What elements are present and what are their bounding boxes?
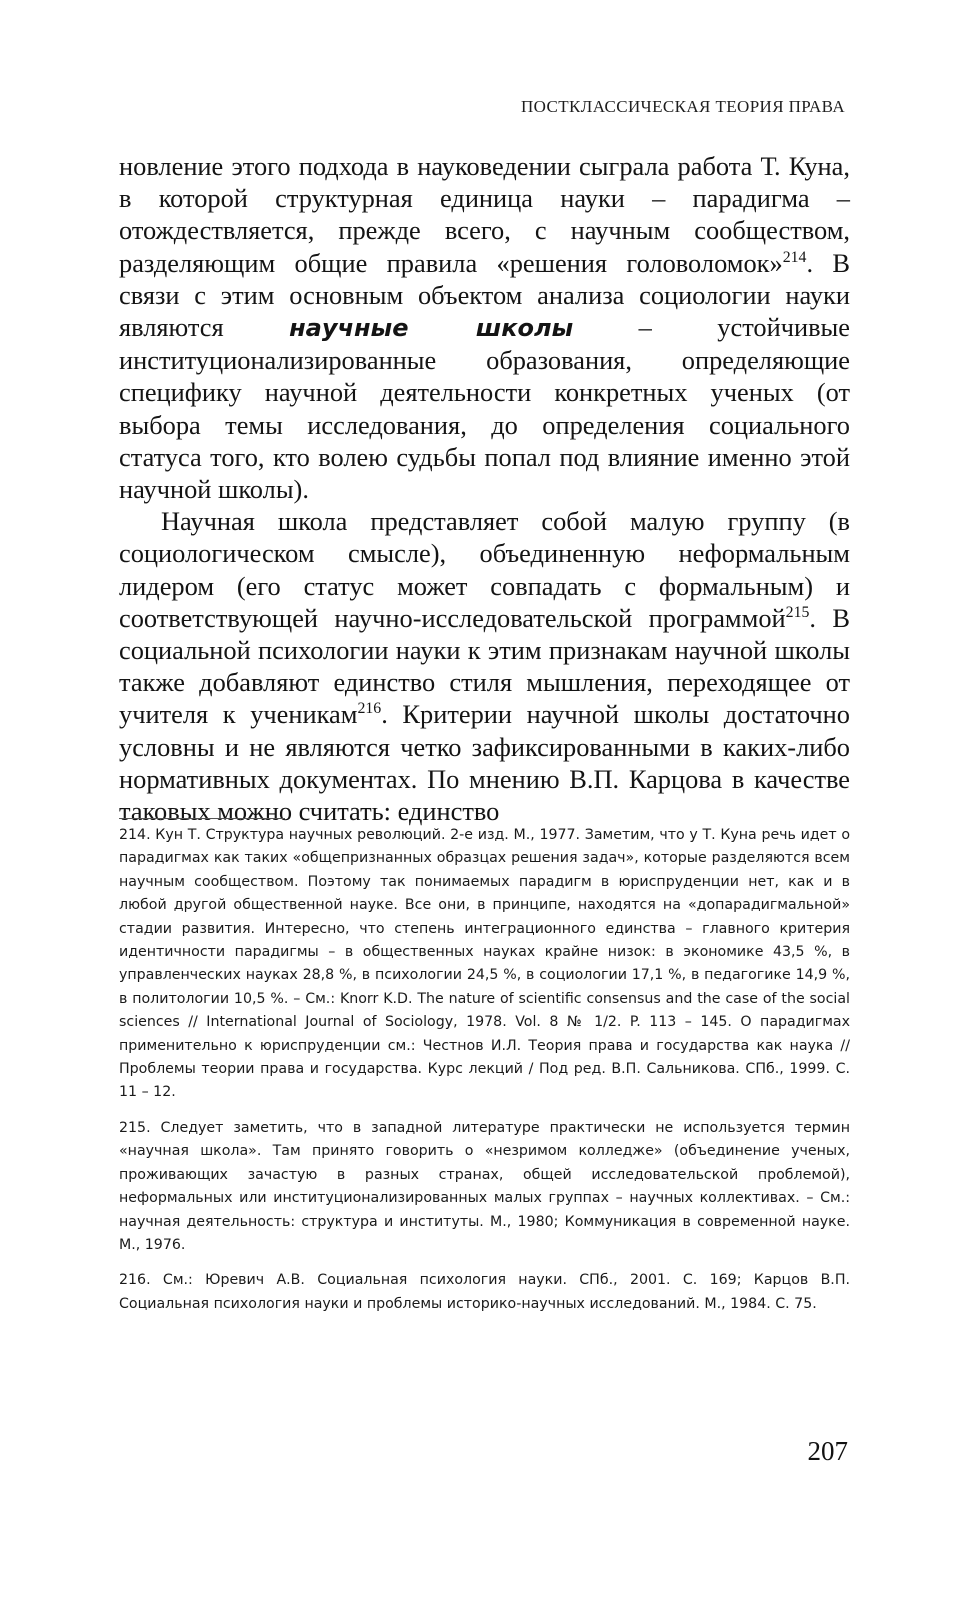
term-scientific-schools: научные школы xyxy=(289,314,574,343)
main-text xyxy=(119,150,850,827)
footnote-216: 216. См.: Юревич А.В. Социальная психология науки. СПб., 2001. С. 169; Карцов В.П. Социальная психология науки и проблемы историко-научных исследований. М., 1984. С. 75. xyxy=(119,1272,850,1312)
paragraph-2-text-a: Научная школа представляет собой малую группу (в социологическом смысле), объединенную неформальным лидером (его статус может совпадать с формальным) и соответствующей научно-исследовательской программой xyxy=(119,506,850,633)
paragraph-2 xyxy=(119,505,850,827)
footnote-214: 214. Кун Т. Структура научных революций. 2-е изд. М., 1977. Заметим, что у Т. Куна речь идет о парадигмах как таких «общепризнанных образцах решения задач», которые разделяются всем научным сообществом. Поэтому так понимаемых парадигм в юриспруденции нет, как и в любой другой общественной науке. Все они, в принципе, находятся на «допарадигмальной» стадии развития. Интересно, что степень интеграционного единства – главного критерия идентичности парадигмы – в общественных науках крайне низок: в экономике 43,5 %, в управленческих науках 28,8 %, в психологии 24,5 %, в социологии 17,1 %, в педагогике 14,9 %, в политологии 10,5 %. – См.: Knorr K.D. The nature of scientific consensus and the case of the social sciences // International Journal of Sociology, 1978. Vol. 8 № 1/2. P. 113 – 145. О парадигмах применительно к юриспруденции см.: Честнов И.Л. Теория права и государства как наука // Проблемы теории права и государства. Курс лекций / Под ред. В.П. Сальникова. СПб., 1999. С. 11 – 12. xyxy=(119,827,850,1101)
footnote-ref-215: 215 xyxy=(785,604,810,622)
running-head: ПОСТКЛАССИЧЕСКАЯ ТЕОРИЯ ПРАВА xyxy=(520,97,845,116)
paragraph-1-text-a: новление этого подхода в науковедении сыграла работа Т. Куна, в которой структурная единица науки – парадигма – отождествляется, прежде всего, с научным сообществом, разделяющим общие правила «решения головоломок» xyxy=(119,151,850,278)
footnote-separator xyxy=(119,818,285,819)
page-number: 207 xyxy=(807,1436,848,1466)
paragraph-2-text-c: . Критерии научной школы достаточно условны и не являются четко зафиксированными в каких-либо нормативных документах. По мнению В.П. Карцова в качестве таковых можно считать: единство xyxy=(119,699,850,827)
footnote-ref-214: 214 xyxy=(782,248,807,266)
footnote-ref-216: 216 xyxy=(357,700,382,718)
paragraph-1-text-c: – устойчивые институционализированные образования, определяющие специфику научной деятельности конкретных ученых (от выбора темы исследования, до определения социального статуса того, кто волею судьбы попал под влияние именно этой научной школы). xyxy=(119,312,850,505)
footnotes xyxy=(119,824,850,1328)
footnote-215: 215. Следует заметить, что в западной литературе практически не используется термин «научная школа». Там принято говорить о «незримом колледже» (объединение ученых, проживающих зачастую в разных странах, общей исследовательской проблемой), неформальных или институционализированных малых группах – научных коллективах. – См.: научная деятельность: структура и институты. М., 1980; Коммуникация в современной науке. М., 1976. xyxy=(119,1119,850,1253)
paragraph-1-text-b: . В связи с этим основным объектом анализа социологии науки являются xyxy=(119,247,850,343)
paragraph-2-text-b: . В социальной психологии науки к этим признакам научной школы также добавляют единство стиля мышления, переходящее от учителя к ученикам xyxy=(119,602,850,730)
paragraph-1 xyxy=(119,150,850,505)
